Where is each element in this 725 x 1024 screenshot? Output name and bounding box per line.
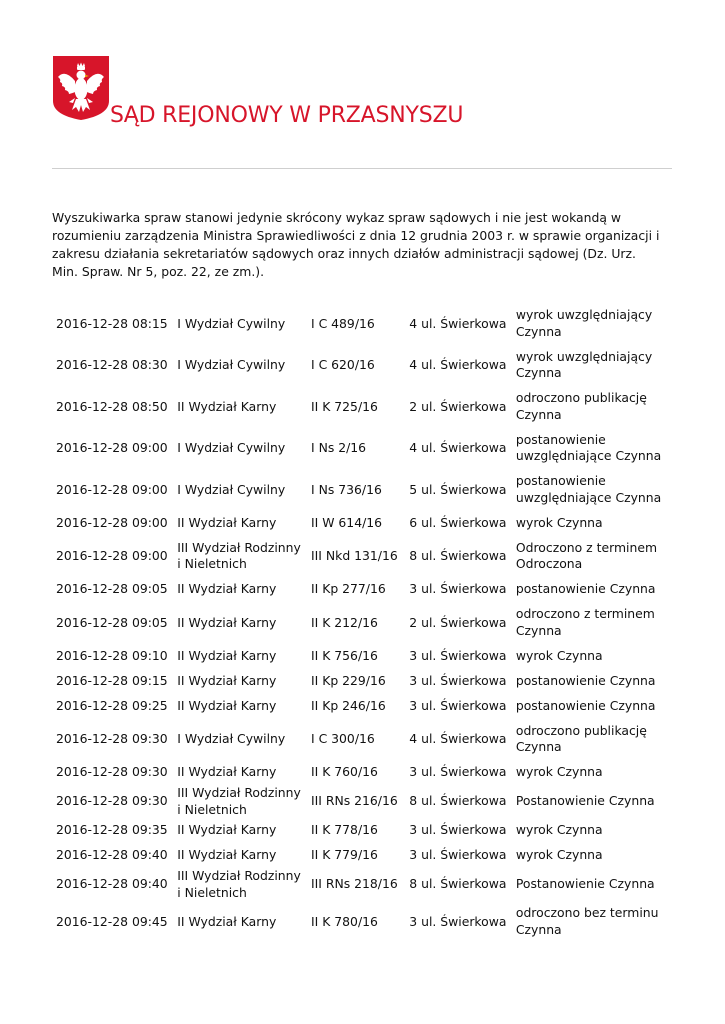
hearing-datetime: 2016-12-28 09:45 xyxy=(56,913,168,929)
hearing-datetime: 2016-12-28 09:35 xyxy=(56,822,168,838)
case-row xyxy=(52,843,672,868)
hearing-result: Odroczono z terminem Odroczona xyxy=(515,539,658,572)
hearing-result: wyrok Czynna xyxy=(515,847,603,863)
court-department: III Wydział Rodzinny i Nieletnich xyxy=(177,785,301,817)
hearing-room: 3 ul. Świerkowa xyxy=(409,822,507,838)
case-signature: II K 779/16 xyxy=(310,847,378,863)
polish-eagle-emblem-icon xyxy=(52,55,110,121)
hearing-room: 8 ul. Świerkowa xyxy=(409,793,507,809)
court-department: II Wydział Karny xyxy=(177,581,277,597)
hearing-datetime: 2016-12-28 09:05 xyxy=(56,614,168,630)
case-row xyxy=(52,469,672,511)
case-signature: II K 778/16 xyxy=(310,822,378,838)
hearing-datetime: 2016-12-28 09:00 xyxy=(56,514,168,530)
case-signature: II Kp 246/16 xyxy=(310,697,386,713)
hearing-result: postanowienie Czynna xyxy=(515,581,656,597)
court-department: III Wydział Rodzinny i Nieletnich xyxy=(177,539,301,572)
case-row xyxy=(52,602,672,644)
hearing-datetime: 2016-12-28 09:30 xyxy=(56,731,168,746)
case-signature: III RNs 218/16 xyxy=(310,876,398,892)
hearing-result: wyrok Czynna xyxy=(515,514,603,530)
hearing-datetime: 2016-12-28 09:40 xyxy=(56,876,168,892)
court-department: II Wydział Karny xyxy=(177,764,277,780)
case-row xyxy=(52,785,672,818)
court-department: III Wydział Rodzinny i Nieletnich xyxy=(177,868,301,900)
hearing-result: odroczono bez terminu Czynna xyxy=(515,905,659,937)
case-signature: II K 212/16 xyxy=(310,614,378,630)
hearing-room: 5 ul. Świerkowa xyxy=(409,481,507,497)
case-signature: II K 725/16 xyxy=(310,398,378,414)
court-department: II Wydział Karny xyxy=(177,647,277,663)
hearing-room: 3 ul. Świerkowa xyxy=(409,672,507,688)
case-signature: I C 489/16 xyxy=(310,315,375,331)
case-row xyxy=(52,577,672,602)
hearing-room: 3 ul. Świerkowa xyxy=(409,764,507,780)
hearing-room: 4 ul. Świerkowa xyxy=(409,315,507,331)
hearing-datetime: 2016-12-28 09:15 xyxy=(56,672,168,688)
hearing-result: Postanowienie Czynna xyxy=(515,876,655,892)
hearing-room: 8 ul. Świerkowa xyxy=(409,876,507,892)
case-row xyxy=(52,386,672,428)
court-department: II Wydział Karny xyxy=(177,672,277,688)
hearing-room: 4 ul. Świerkowa xyxy=(409,440,507,455)
cases-table xyxy=(52,303,672,943)
header-divider xyxy=(52,168,672,169)
case-signature: I Ns 736/16 xyxy=(310,481,382,497)
hearing-room: 3 ul. Świerkowa xyxy=(409,847,507,863)
case-row xyxy=(52,760,672,785)
court-department: II Wydział Karny xyxy=(177,697,277,713)
court-department: II Wydział Karny xyxy=(177,913,277,929)
hearing-datetime: 2016-12-28 09:30 xyxy=(56,764,168,780)
hearing-datetime: 2016-12-28 09:00 xyxy=(56,440,168,455)
hearing-result: postanowienie uwzględniające Czynna xyxy=(515,431,662,464)
hearing-room: 3 ul. Świerkowa xyxy=(409,581,507,597)
disclaimer-text: Wyszukiwarka spraw stanowi jedynie skrócony wykaz spraw sądowych i nie jest wokandą w rozumieniu zarządzenia Ministra Sprawiedliwości z dnia 12 grudnia 2003 r. w sprawie organizacji i zakresu działania sekretariatów sądowych oraz innych działów administracji sądowej (Dz. Urz. Min. Spraw. Nr 5, poz. 22, ze zm.). xyxy=(52,210,660,280)
hearing-result: wyrok Czynna xyxy=(515,764,603,780)
court-department: I Wydział Cywilny xyxy=(177,357,286,372)
case-row xyxy=(52,428,672,470)
case-row xyxy=(52,694,672,719)
case-signature: II K 760/16 xyxy=(310,764,378,780)
court-department: II Wydział Karny xyxy=(177,847,277,863)
court-department: II Wydział Karny xyxy=(177,822,277,838)
court-department: II Wydział Karny xyxy=(177,398,277,414)
hearing-room: 3 ul. Świerkowa xyxy=(409,647,507,663)
case-row xyxy=(52,901,672,943)
hearing-result: postanowienie Czynna xyxy=(515,697,656,713)
hearing-result: odroczono publikację Czynna xyxy=(515,390,647,422)
case-signature: I C 620/16 xyxy=(310,357,375,372)
hearing-result: wyrok uwzględniający Czynna xyxy=(515,348,653,381)
case-signature: I C 300/16 xyxy=(310,731,375,746)
case-row xyxy=(52,868,672,901)
hearing-datetime: 2016-12-28 09:40 xyxy=(56,847,168,863)
case-signature: I Ns 2/16 xyxy=(310,440,367,455)
hearing-datetime: 2016-12-28 08:15 xyxy=(56,315,168,331)
case-row xyxy=(52,719,672,761)
hearing-datetime: 2016-12-28 09:00 xyxy=(56,481,168,497)
case-row xyxy=(52,536,672,578)
case-signature: II Kp 229/16 xyxy=(310,672,386,688)
hearing-room: 3 ul. Świerkowa xyxy=(409,697,507,713)
hearing-datetime: 2016-12-28 09:25 xyxy=(56,697,168,713)
case-signature: II Kp 277/16 xyxy=(310,581,386,597)
hearing-datetime: 2016-12-28 09:00 xyxy=(56,548,168,563)
hearing-room: 4 ul. Świerkowa xyxy=(409,357,507,372)
hearing-room: 6 ul. Świerkowa xyxy=(409,514,507,530)
court-department: II Wydział Karny xyxy=(177,614,277,630)
hearing-room: 2 ul. Świerkowa xyxy=(409,614,507,630)
hearing-result: Postanowienie Czynna xyxy=(515,793,655,809)
case-row xyxy=(52,669,672,694)
hearing-room: 3 ul. Świerkowa xyxy=(409,913,507,929)
court-department: I Wydział Cywilny xyxy=(177,731,286,746)
case-row xyxy=(52,511,672,536)
court-department: I Wydział Cywilny xyxy=(177,440,286,455)
hearing-result: postanowienie uwzględniające Czynna xyxy=(515,473,662,505)
case-signature: II K 780/16 xyxy=(310,913,378,929)
case-row xyxy=(52,644,672,669)
hearing-datetime: 2016-12-28 08:30 xyxy=(56,357,168,372)
case-signature: III RNs 216/16 xyxy=(310,793,398,809)
court-department: I Wydział Cywilny xyxy=(177,481,286,497)
hearing-result: wyrok uwzględniający Czynna xyxy=(515,307,653,339)
hearing-room: 2 ul. Świerkowa xyxy=(409,398,507,414)
hearing-room: 8 ul. Świerkowa xyxy=(409,548,507,563)
hearing-datetime: 2016-12-28 09:10 xyxy=(56,647,168,663)
case-row xyxy=(52,303,672,345)
hearing-datetime: 2016-12-28 09:30 xyxy=(56,793,168,809)
court-department: I Wydział Cywilny xyxy=(177,315,286,331)
case-row xyxy=(52,818,672,843)
hearing-datetime: 2016-12-28 09:05 xyxy=(56,581,168,597)
hearing-room: 4 ul. Świerkowa xyxy=(409,731,507,746)
hearing-datetime: 2016-12-28 08:50 xyxy=(56,398,168,414)
hearing-result: wyrok Czynna xyxy=(515,647,603,663)
case-signature: III Nkd 131/16 xyxy=(310,548,398,563)
court-name-title: SĄD REJONOWY W PRZASNYSZU xyxy=(110,103,464,128)
hearing-result: odroczono publikację Czynna xyxy=(515,722,647,755)
case-signature: II W 614/16 xyxy=(310,514,383,530)
hearing-result: wyrok Czynna xyxy=(515,822,603,838)
hearing-result: odroczono z terminem Czynna xyxy=(515,606,655,638)
case-row xyxy=(52,345,672,387)
hearing-result: postanowienie Czynna xyxy=(515,672,656,688)
case-signature: II K 756/16 xyxy=(310,647,378,663)
court-department: II Wydział Karny xyxy=(177,514,277,530)
